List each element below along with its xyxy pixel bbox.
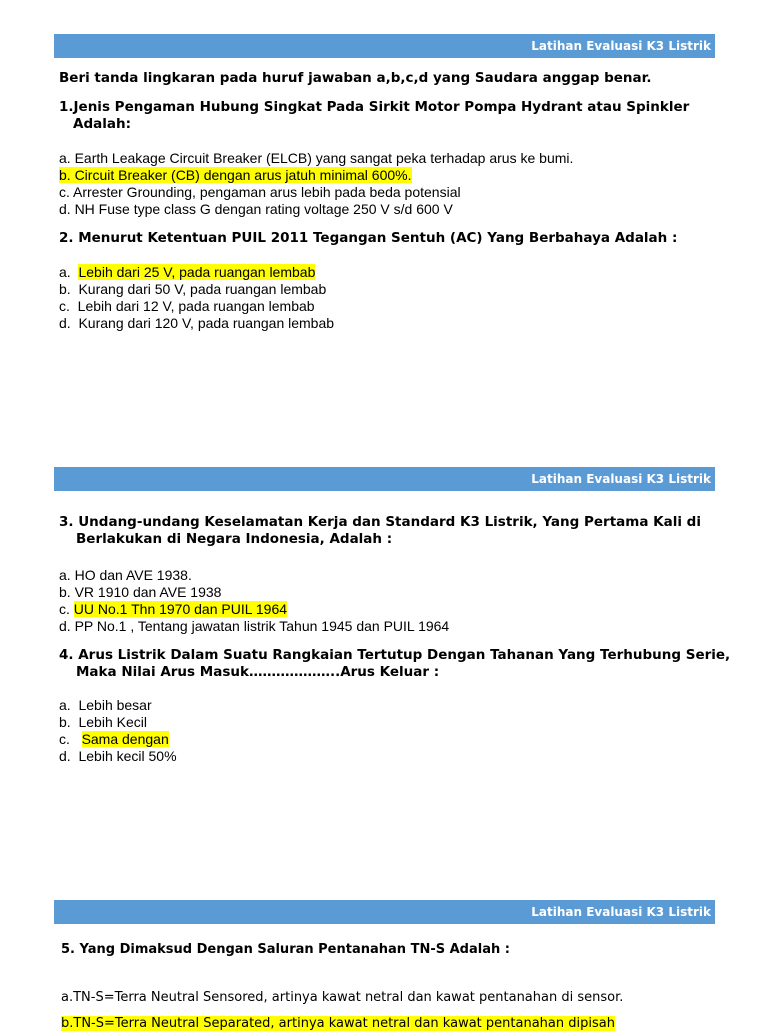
question-1-option-b[interactable] (59, 167, 573, 184)
question-1-line-1: 1.Jenis Pengaman Hubung Singkat Pada Sirkit Motor Pompa Hydrant atau Spinkler (59, 99, 690, 115)
page-banner-3: Latihan Evaluasi K3 Listrik (54, 900, 715, 924)
question-4-options (59, 697, 177, 765)
question-2-option-a[interactable]: a. Lebih dari 25 V, pada ruangan lembab (59, 264, 316, 280)
question-4-option-a[interactable]: a. Lebih besar (59, 697, 152, 713)
question-5-option-a[interactable]: a.TN-S=Terra Neutral Sensored, artinya kawat netral dan kawat pentanahan di sensor. (61, 990, 624, 1005)
page-banner-1: Latihan Evaluasi K3 Listrik (54, 34, 715, 58)
question-1 (59, 99, 689, 133)
answer-highlight: Sama dengan (81, 731, 169, 747)
question-2-option-c[interactable]: c. Lebih dari 12 V, pada ruangan lembab (59, 298, 315, 314)
answer-highlight: UU No.1 Thn 1970 dan PUIL 1964 (73, 601, 288, 617)
question-4-option-b[interactable]: b. Lebih Kecil (59, 714, 147, 730)
question-4-line-1: 4. Arus Listrik Dalam Suatu Rangkaian Tertutup Dengan Tahanan Yang Terhubung Serie, (59, 647, 731, 663)
question-4-option-c[interactable]: c. Sama dengan (59, 731, 169, 747)
question-2-option-d[interactable]: d. Kurang dari 120 V, pada ruangan lembab (59, 315, 335, 331)
question-2 (59, 230, 677, 247)
question-1-line-2: Adalah: (73, 116, 131, 132)
question-1-option-a[interactable]: a. Earth Leakage Circuit Breaker (ELCB) yang sangat peka terhadap arus ke bumi. (59, 150, 574, 166)
answer-highlight: Lebih dari 25 V, pada ruangan lembab (78, 264, 316, 280)
question-4-option-d[interactable]: d. Lebih kecil 50% (59, 748, 177, 764)
question-1-option-c[interactable]: c. Arrester Grounding, pengaman arus lebih pada beda potensial (59, 184, 461, 200)
answer-highlight: b. Circuit Breaker (CB) dengan arus jatuh minimal 600%. (59, 167, 412, 183)
question-3 (59, 514, 701, 548)
answer-highlight: b.TN-S=Terra Neutral Separated, artinya kawat netral dan kawat pentanahan dipisah (61, 1016, 615, 1031)
question-3-option-c[interactable]: c. UU No.1 Thn 1970 dan PUIL 1964 (59, 601, 288, 617)
question-3-option-d[interactable]: d. PP No.1 , Tentang jawatan listrik Tahun 1945 dan PUIL 1964 (59, 618, 450, 634)
instruction-text: Beri tanda lingkaran pada huruf jawaban a,b,c,d yang Saudara anggap benar. (59, 70, 652, 86)
question-3-option-b[interactable]: b. VR 1910 dan AVE 1938 (59, 584, 222, 600)
question-1-options (59, 150, 573, 218)
page-banner-2: Latihan Evaluasi K3 Listrik (54, 467, 715, 491)
question-2-line-1: 2. Menurut Ketentuan PUIL 2011 Tegangan Sentuh (AC) Yang Berbahaya Adalah : (59, 230, 678, 246)
question-4 (59, 647, 730, 681)
question-2-option-b[interactable]: b. Kurang dari 50 V, pada ruangan lembab (59, 281, 327, 297)
question-3-line-1: 3. Undang-undang Keselamatan Kerja dan Standard K3 Listrik, Yang Pertama Kali di (59, 514, 701, 530)
question-5-title: 5. Yang Dimaksud Dengan Saluran Pentanahan TN-S Adalah : (61, 942, 510, 957)
question-1-option-d[interactable]: d. NH Fuse type class G dengan rating voltage 250 V s/d 600 V (59, 201, 453, 217)
question-2-options (59, 264, 334, 332)
question-3-options (59, 567, 449, 635)
question-3-option-a[interactable]: a. HO dan AVE 1938. (59, 567, 192, 583)
question-4-line-2: Maka Nilai Arus Masuk………………..Arus Keluar : (76, 664, 440, 680)
question-3-line-2: Berlakukan di Negara Indonesia, Adalah : (76, 531, 393, 547)
